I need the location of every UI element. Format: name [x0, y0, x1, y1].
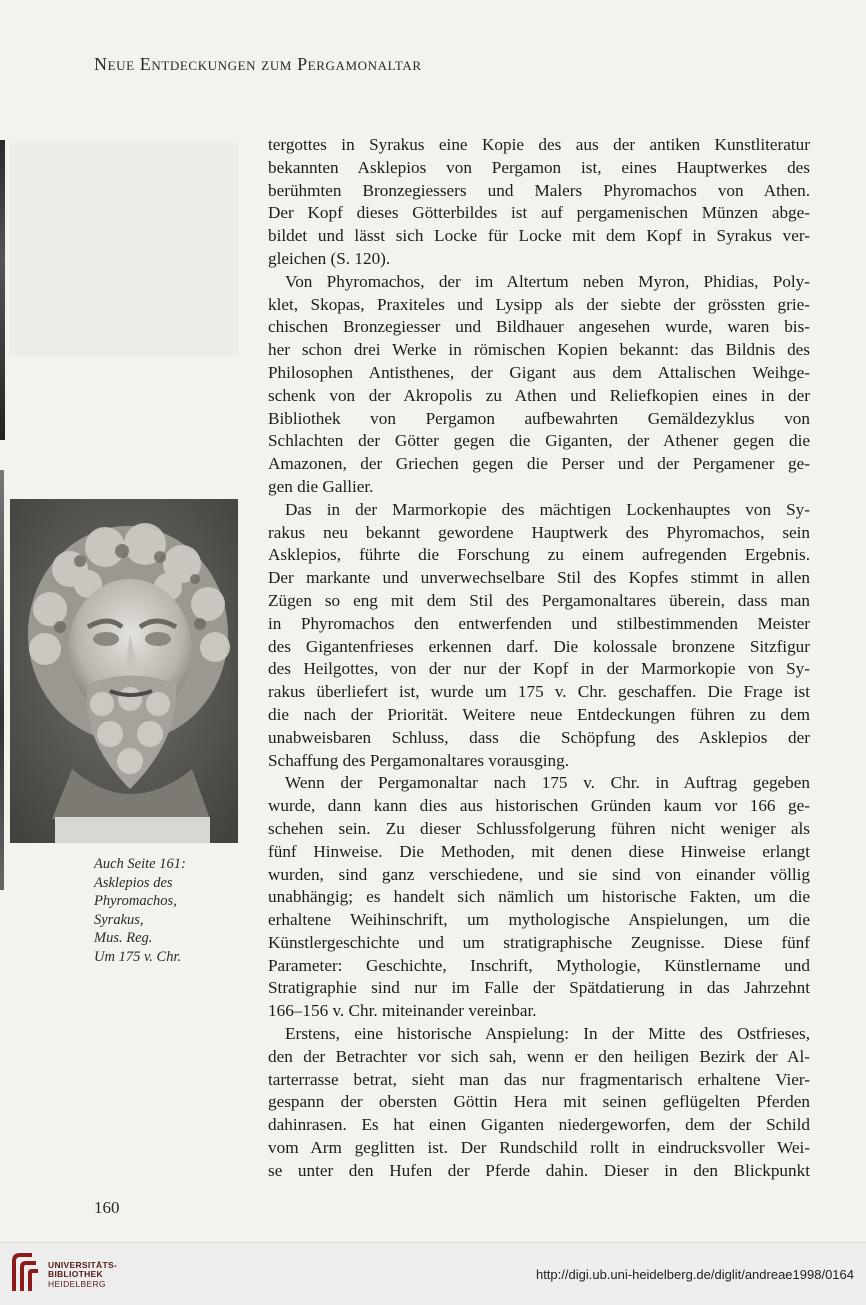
- text-line: Amazonen, der Griechen gegen die Perser und der Pergamener ge-: [268, 454, 810, 474]
- text-line: Wenn der Pergamonaltar nach 175 v. Chr. in Auftrag gegeben: [285, 773, 810, 793]
- text-line: Künstlergeschichte und um stratigraphische Zeugnisse. Diese fünf: [268, 932, 810, 952]
- caption-line: Syrakus,: [94, 911, 144, 928]
- text-line: rakus neu bekannt gewordene Hauptwerk des Phyromachos, sein: [268, 522, 810, 542]
- text-line: schenk von der Akropolis zu Athen und Reliefkopien eines in der: [268, 385, 810, 405]
- running-head: Neue Entdeckungen zum Pergamonaltar: [94, 54, 422, 74]
- text-line: unabweisbaren Schluss, dass die Schöpfung des Asklepios der: [268, 727, 810, 747]
- text-line: des Heilgottes, von der nur der Kopf in der Marmorkopie von Sy-: [268, 659, 810, 679]
- text-line: in Phyromachos den entwerfenden und stilbestimmenden Meister: [268, 613, 810, 633]
- caption-line: Um 175 v. Chr.: [94, 948, 182, 965]
- text-line: unabhängig; es handelt sich nämlich um historische Fakten, um die: [268, 887, 810, 907]
- text-line: her schon drei Werke in römischen Kopien bekannt: das Bildnis des: [268, 340, 810, 360]
- viewer-footer: [0, 1242, 866, 1305]
- text-line: gespann der obersten Göttin Hera mit seinen geflügelten Pferden: [268, 1092, 810, 1112]
- scan-edge-shadow-lower: [0, 470, 4, 890]
- caption-line: Asklepios des: [94, 874, 173, 891]
- caption-line: Mus. Reg.: [94, 930, 153, 947]
- text-line: rakus überliefert ist, wurde um 175 v. Chr. geschaffen. Die Frage ist: [268, 682, 810, 702]
- text-line: Schlachten der Götter gegen die Giganten, der Athener gegen die: [268, 431, 810, 451]
- text-line: bekannten Asklepios von Pergamon ist, eines Hauptwerkes des: [268, 157, 810, 177]
- text-line: schehen sein. Zu dieser Schlussfolgerung führen nicht weniger als: [268, 818, 810, 838]
- logo-line: UNIVERSITÄTS-: [48, 1260, 118, 1270]
- text-line: vom Arm geglitten ist. Der Rundschild rollt in eindrucksvoller Wei-: [268, 1138, 810, 1158]
- body-text: [268, 134, 810, 1183]
- text-line: Schaffung des Pergamonaltares vorausging.: [268, 750, 570, 770]
- permalink-url[interactable]: http://digi.ub.uni-heidelberg.de/diglit/andreae1998/0164: [535, 1267, 854, 1282]
- text-line: tarterrasse betrat, sieht man das nur fragmentarisch erhaltene Vier-: [268, 1069, 810, 1089]
- text-line: Asklepios, führte die Forschung zu einem aufregenden Ergebnis.: [268, 545, 810, 565]
- text-line: klet, Skopas, Praxiteles und Lysipp als der siebte der grössten grie-: [268, 294, 810, 314]
- library-logo-text: [48, 1261, 117, 1289]
- scan-edge-shadow: [0, 140, 5, 440]
- text-line: wurden, sind ganz verschiedene, und sie sind von einander völlig: [268, 864, 810, 884]
- text-line: bildet und lässt sich Locke für Locke mit dem Kopf in Syrakus ver-: [268, 226, 810, 246]
- text-line: erhaltene Weihinschrift, um mythologische Anspielungen, um die: [268, 910, 810, 930]
- text-line: gleichen (S. 120).: [268, 248, 391, 268]
- text-line: tergottes in Syrakus eine Kopie des aus der antiken Kunstliteratur: [268, 135, 810, 154]
- text-line: Bibliothek von Pergamon aufbewahrten Gemäldezyklus von: [268, 408, 810, 428]
- logo-line: BIBLIOTHEK: [48, 1269, 103, 1280]
- library-logo-icon: [10, 1251, 40, 1295]
- text-line: Der Kopf dieses Götterbildes ist auf pergamenischen Münzen abge-: [268, 203, 810, 223]
- show-through-shadow: [10, 143, 238, 355]
- text-line: berühmten Bronzegiessers und Malers Phyromachos von Athen.: [268, 180, 810, 200]
- text-line: die nach der Priorität. Weitere neue Entdeckungen führen zu dem: [268, 704, 810, 724]
- text-line: Zügen so eng mit dem Stil des Pergamonaltares überein, dass man: [268, 590, 810, 610]
- text-line: gen die Gallier.: [268, 476, 374, 496]
- text-line: se unter den Hufen der Pferde dahin. Dieser in den Blickpunkt: [268, 1160, 810, 1180]
- figure-caption: [94, 855, 244, 967]
- text-line: Der markante und unverwechselbare Stil des Kopfes stimmt in allen: [268, 568, 810, 588]
- text-line: den der Betrachter vor sich sah, wenn er den heiligen Bezirk der Al-: [268, 1046, 810, 1066]
- text-line: fünf Hinweise. Die Methoden, mit denen diese Hinweise erlangt: [268, 841, 810, 861]
- text-line: Das in der Marmorkopie des mächtigen Lockenhauptes von Sy-: [285, 499, 810, 519]
- text-line: Parameter: Geschichte, Inschrift, Mythologie, Künstlername und: [268, 955, 810, 975]
- text-line: wurde, dann kann dies aus historischen Gründen kaum vor 166 ge-: [268, 796, 810, 816]
- text-line: Erstens, eine historische Anspielung: In der Mitte des Ostfrieses,: [285, 1024, 810, 1044]
- caption-line: Auch Seite 161:: [94, 856, 186, 872]
- text-line: Von Phyromachos, der im Altertum neben Myron, Phidias, Poly-: [285, 271, 810, 291]
- text-line: chischen Bronzegiesser und Bildhauer angesehen wurde, waren bis-: [268, 317, 810, 337]
- logo-line: HEIDELBERG: [48, 1278, 106, 1289]
- text-line: Philosophen Antisthenes, der Gigant aus dem Attalischen Weihge-: [268, 362, 810, 382]
- asklepios-head-photo: [10, 499, 238, 843]
- text-line: Stratigraphie sind nur im Falle der Spätdatierung in das Jahrzehnt: [268, 978, 810, 998]
- text-line: des Gigantenfrieses erkennen darf. Die kolossale bronzene Sitzfigur: [268, 636, 810, 656]
- page-number: 160: [94, 1198, 120, 1217]
- caption-line: Phyromachos,: [94, 893, 177, 910]
- text-line: dahinrasen. Es hat einen Giganten niedergeworfen, dem der Schild: [268, 1115, 810, 1135]
- text-line: 166–156 v. Chr. miteinander vereinbar.: [268, 1001, 537, 1021]
